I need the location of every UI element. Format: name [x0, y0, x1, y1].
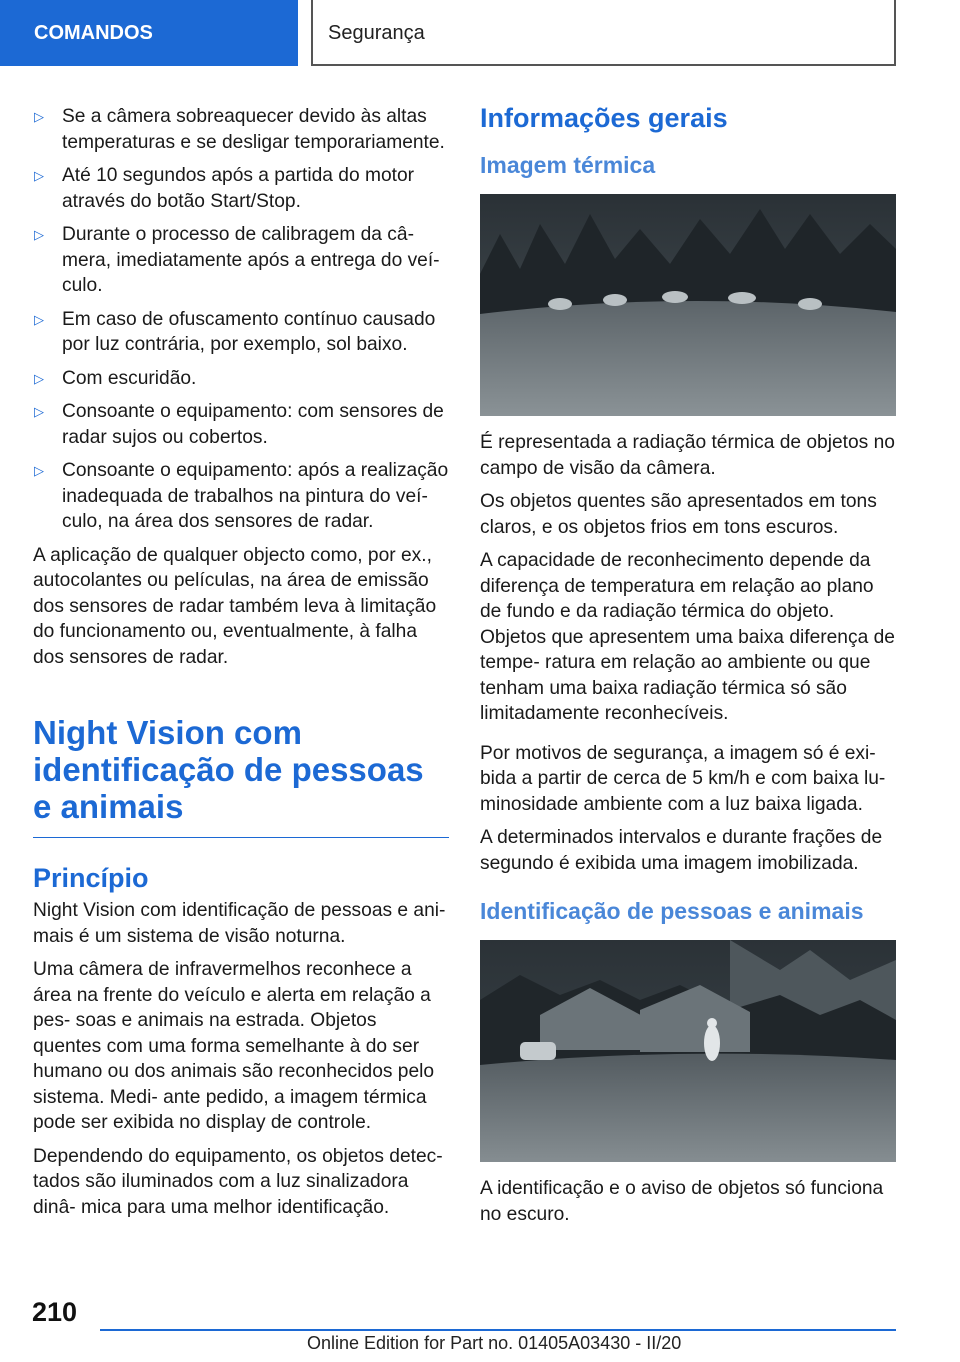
list-item: ▷ Consoante o equipamento: com sensores de radar sujos ou cobertos. [34, 401, 444, 448]
identification-paragraph: A identificação e o aviso de objetos só funciona no escuro. [480, 1178, 884, 1225]
list-item: ▷ Com escuridão. [33, 366, 449, 392]
footer-divider [100, 1329, 896, 1331]
triangle-bullet-icon: ▷ [34, 109, 44, 124]
principle-paragraph: Night Vision com identificação de pessoas e ani‐ mais é um sistema de visão noturna. [33, 900, 446, 947]
triangle-bullet-icon: ▷ [34, 168, 44, 183]
list-item: ▷ Durante o processo de calibragem da câ‐ mera, imediatamente após a entrega do veí‐ culo. [34, 224, 440, 296]
thermal-image-animals [480, 194, 896, 416]
subsection-title: Segurança [311, 0, 896, 66]
list-item: ▷ Se a câmera sobreaquecer devido às altas temperaturas e se desligar temporariamente. [34, 106, 445, 153]
triangle-bullet-icon: ▷ [34, 404, 44, 419]
thermal-image-pedestrian [480, 940, 896, 1162]
page-number: 210 [32, 1297, 78, 1327]
principle-paragraph: Uma câmera de infravermelhos reconhece a área na frente do veículo e alerta em relação a pes‐ soas e animais na estrada. Objetos quentes com uma forma semelhante à do ser humano ou dos animais são reconhecidos pelo sistema. Medi‐ ante pedido, a imagem térmica pode ser exibida no display de controle. [33, 959, 435, 1133]
right-column [480, 100, 898, 1235]
triangle-bullet-icon: ▷ [34, 463, 44, 478]
thermal-paragraph: A capacidade de reconhecimento depende da diferença de temperatura em relação ao plano de fundo e da radiação térmica do objeto. Objetos que apresentem uma baixa diferença de tempe‐ ratura em relação ao ambiente ou que tenham uma baixa radiação térmica só são limitadamente reconhecíveis. [480, 550, 895, 724]
list-item: ▷ Em caso de ofuscamento contínuo causado por luz contrária, por exemplo, sol baixo. [34, 308, 436, 355]
triangle-bullet-icon: ▷ [34, 227, 44, 242]
section-tab: COMANDOS [0, 0, 298, 66]
thermal-heading: Imagem térmica [480, 152, 656, 178]
principle-paragraph: Dependendo do equipamento, os objetos detec‐ tados são iluminados com a luz sinalizadora dinâ‐ mica para uma melhor identificação. [33, 1145, 443, 1218]
thermal-paragraph: A determinados intervalos e durante frações de segundo é exibida uma imagem imobilizada. [480, 827, 883, 874]
condition-list [33, 104, 449, 535]
thermal-paragraph: Os objetos quentes são apresentados em tons claros, e os objetos frios em tons escuros. [480, 491, 877, 538]
edition-text: Online Edition for Part no. 01405A03430 - II/20 [307, 1333, 682, 1353]
list-item: ▷ Até 10 segundos após a partida do motor através do botão Start/Stop. [34, 165, 415, 212]
principle-heading: Princípio [33, 863, 149, 893]
identification-heading: Identificação de pessoas e animais [480, 898, 864, 924]
general-heading: Informações gerais [480, 103, 728, 133]
thermal-paragraph: Por motivos de segurança, a imagem só é exi‐ bida a partir de cerca de 5 km/h e com baixa lu‐ minosidade ambiente com a luz baixa ligada. [480, 742, 886, 815]
radar-note: A aplicação de qualquer objecto como, por ex., autocolantes ou películas, na área de emissão dos sensores de radar também leva à limitação do funcionamento ou, eventualmente, à falha dos sensores de radar. [33, 544, 437, 668]
left-column [33, 104, 449, 1228]
chapter-title: Night Vision com identificação de pessoas e animais [33, 714, 449, 838]
list-item: ▷ Consoante o equipamento: após a realização inadequada de trabalhos na pintura do veí‐ culo, na área dos sensores de radar. [34, 460, 449, 532]
triangle-bullet-icon: ▷ [34, 311, 44, 327]
triangle-bullet-icon: ▷ [34, 370, 44, 386]
thermal-paragraph: É representada a radiação térmica de objetos no campo de visão da câmera. [480, 432, 895, 479]
